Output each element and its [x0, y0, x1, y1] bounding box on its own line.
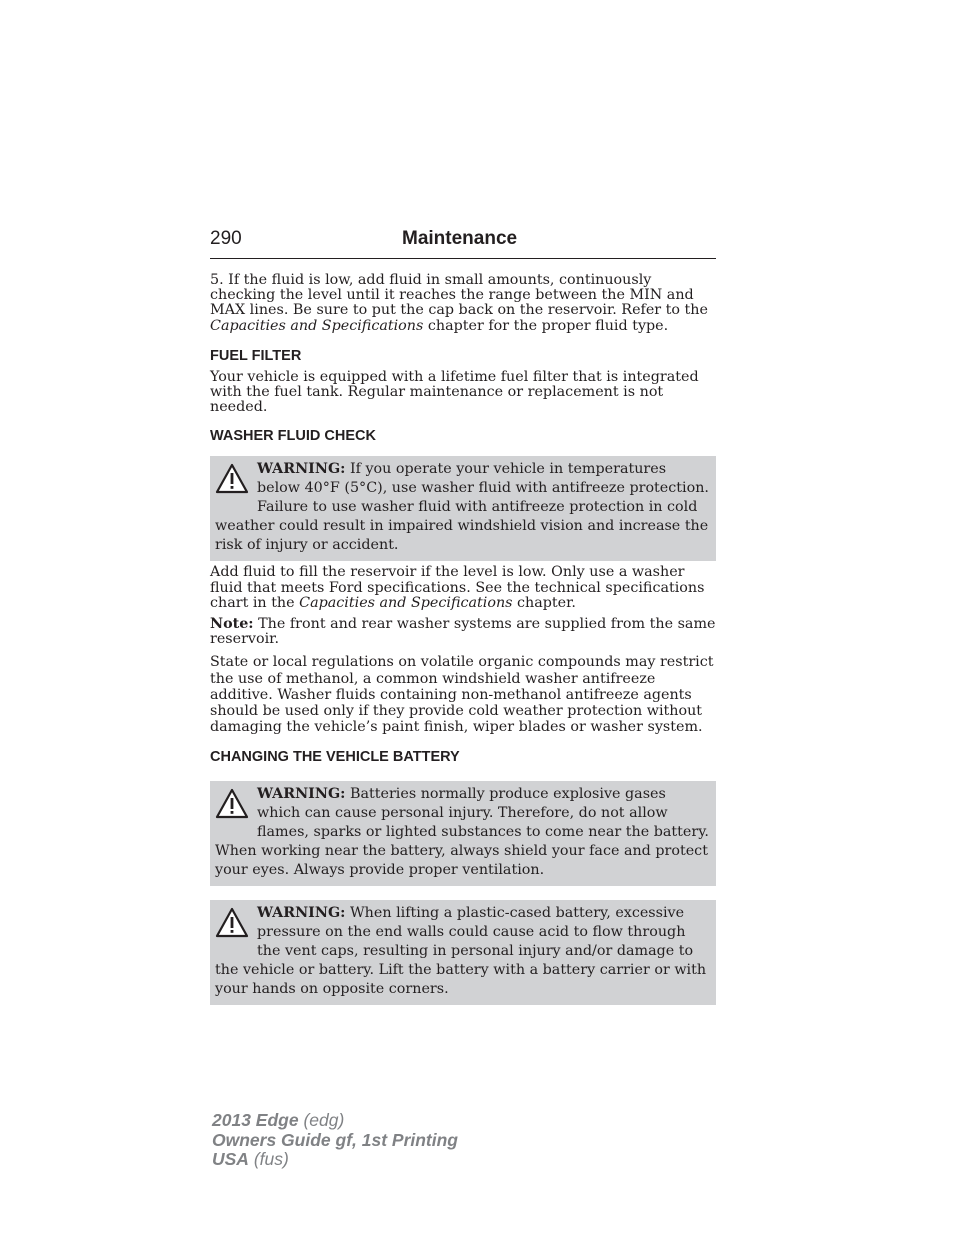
- warning-text: Batteries normally produce explosive gases which can cause personal injury. Therefore, do not allow flames, sparks or lighted substances to come near the battery. When working near the battery, always shield your face and protect your eyes. Always provide proper ventilation.: [215, 786, 709, 879]
- warning-label: WARNING:: [257, 786, 346, 803]
- capacities-reference: Capacities and Specifications: [299, 594, 513, 611]
- washer-fluid-heading: WASHER FLUID CHECK: [210, 428, 376, 445]
- capacities-reference: Capacities and Specifications: [210, 317, 424, 334]
- warning-text: When lifting a plastic-cased battery, excessive pressure on the end walls could cause acid to flow through the vent caps, resulting in personal injury and/or damage to the vehicle or battery. Lift the battery with a battery carrier or with your hands on opposite corners.: [215, 905, 707, 998]
- warning-label: WARNING:: [257, 905, 346, 922]
- warning-triangle-icon: [215, 907, 251, 943]
- fuel-filter-heading: FUEL FILTER: [210, 347, 302, 364]
- washer-paragraph-2: State or local regulations on volatile organic compounds may restrict the use of methanol, a common windshield washer antifreeze additive. Washer fluids containing non-methanol antifreeze agents should be used only if they provide cold weather protection without damaging the vehicle’s paint finish, wiper blades or washer system.: [210, 654, 714, 736]
- warning-triangle-icon: [215, 463, 251, 499]
- page-header: [210, 228, 716, 259]
- page-number: 290: [210, 228, 242, 249]
- fuel-filter-body: Your vehicle is equipped with a lifetime fuel filter that is integrated with the fuel tank. Regular maintenance or replacement is not needed.: [210, 368, 699, 416]
- manual-page: [210, 228, 716, 1005]
- battery-warning-box-2: [210, 900, 716, 1005]
- page-title: Maintenance: [402, 228, 518, 249]
- footer-market-line: USA (fus): [212, 1149, 289, 1169]
- washer-warning-box: [210, 456, 716, 561]
- warning-text: If you operate your vehicle in temperatures below 40°F (5°C), use washer fluid with antifreeze protection. Failure to use washer fluid with antifreeze protection in cold weather could result in impaired windshield vision and increase the risk of injury or accident.: [215, 461, 709, 554]
- washer-paragraph-1: Add fluid to fill the reservoir if the level is low. Only use a washer fluid that meets Ford specifications. See the technical specifications chart in the Capacities and Specifications chapter.: [210, 564, 705, 611]
- step-5-paragraph: 5. If the fluid is low, add fluid in small amounts, continuously checking the level until it reaches the range between the MIN and MAX lines. Be sure to put the cap back on the reservoir. Refer to the Capacities and Specifications chapter for the proper fluid type.: [210, 272, 708, 334]
- battery-heading: CHANGING THE VEHICLE BATTERY: [210, 749, 460, 766]
- footer-model-line: 2013 Edge (edg): [212, 1110, 345, 1130]
- warning-triangle-icon: [215, 788, 251, 824]
- page-footer: [212, 1111, 458, 1170]
- battery-warning-box-1: [210, 781, 716, 886]
- footer-edition-line: Owners Guide gf, 1st Printing: [212, 1129, 458, 1150]
- warning-label: WARNING:: [257, 461, 346, 478]
- washer-note: Note: The front and rear washer systems are supplied from the same reservoir.: [210, 616, 716, 648]
